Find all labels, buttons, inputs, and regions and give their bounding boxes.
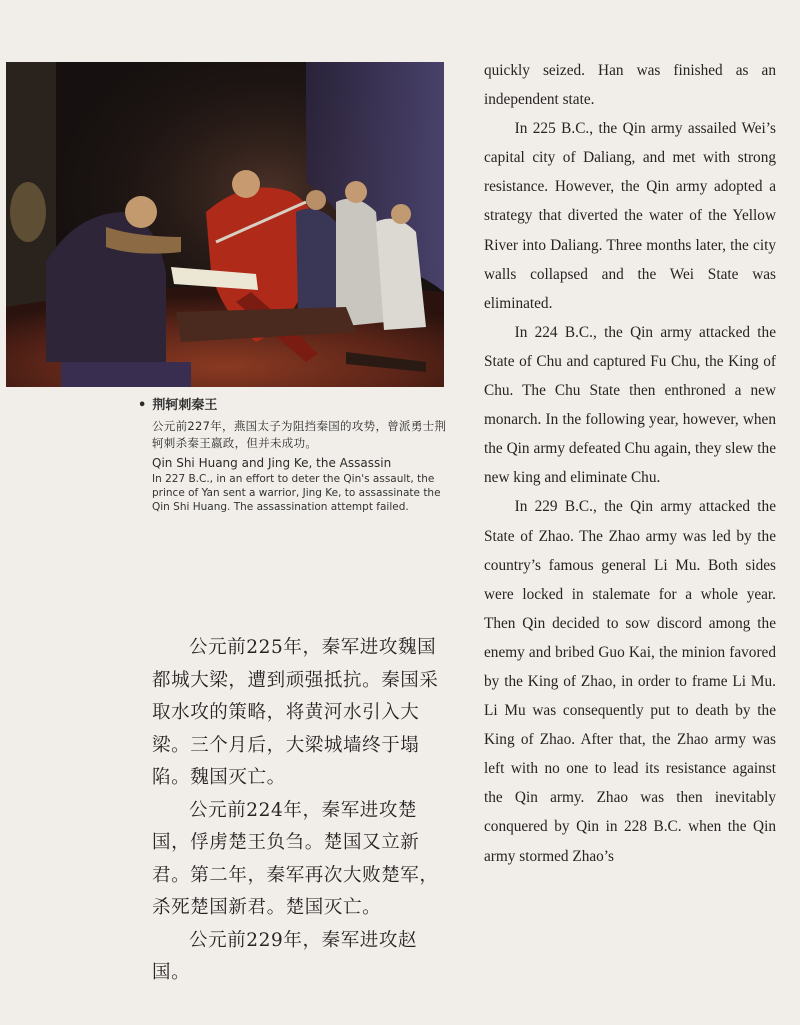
caption-title-english: Qin Shi Huang and Jing Ke, the Assassin [152, 456, 392, 470]
english-body-text [484, 56, 776, 871]
caption-bullet: • [138, 398, 147, 413]
caption-text-chinese: 公元前227年，燕国太子为阻挡秦国的攻势，曾派勇士荆轲刺杀秦王嬴政，但并未成功。 [152, 419, 447, 450]
en-paragraph: quickly seized. Han was finished as an independent state. [484, 62, 776, 109]
painting-jing-ke-assassination [6, 62, 444, 387]
en-paragraph: In 229 B.C., the Qin army attacked the State of Zhao. The Zhao army was led by the country’s famous general Li Mu. Both sides were locked in stalemate for a whole year. Then Qin decided to sow discord among the enemy and bribed Guo Kai, the minion favored by the King of Zhao, in order to frame Li Mu. Li Mu was consequently put to death by the King of Zhao. After that, the Zhao army was left with no one to lead its resistance against the Qin army. Zhao was then inevitably conquered by Qin in 228 B.C. when the Qin army stormed Zhao’s [484, 498, 776, 865]
chinese-body-text [152, 632, 452, 990]
painting-caption [138, 396, 452, 514]
en-paragraph: In 224 B.C., the Qin army attacked the State of Chu and captured Fu Chu, the King of Chu. The Chu State then enthroned a new monarch. In the following year, however, when the Qin army defeated Chu again, they slew the new king and eliminate Chu. [484, 323, 776, 487]
caption-text-english: In 227 B.C., in an effort to deter the Qin's assault, the prince of Yan sent a warrior, Jing Ke, to assassinate the Qin Shi Huang. The assassination attempt failed. [152, 473, 441, 513]
caption-title-chinese [138, 396, 452, 416]
zh-paragraph: 公元前225年，秦军进攻魏国都城大梁，遭到顽强抵抗。秦国采取水攻的策略，将黄河水引入大梁。三个月后，大梁城墙终于塌陷。魏国灭亡。 [152, 637, 439, 788]
caption-title-zh-text: 荆轲刺秦王 [152, 398, 218, 413]
painting-artwork [6, 62, 444, 387]
zh-paragraph: 公元前224年，秦军进攻楚国，俘虏楚王负刍。楚国又立新君。第二年，秦军再次大败楚军，杀死楚国新君。楚国灭亡。 [152, 799, 439, 918]
en-paragraph: In 225 B.C., the Qin army assailed Wei’s capital city of Daliang, and met with strong resistance. However, the Qin army adopted a strategy that diverted the water of the Yellow River into Daliang. Three months later, the city walls collapsed and the Wei State was eliminated. [484, 120, 776, 312]
zh-paragraph: 公元前229年，秦军进攻赵国。 [152, 929, 418, 983]
